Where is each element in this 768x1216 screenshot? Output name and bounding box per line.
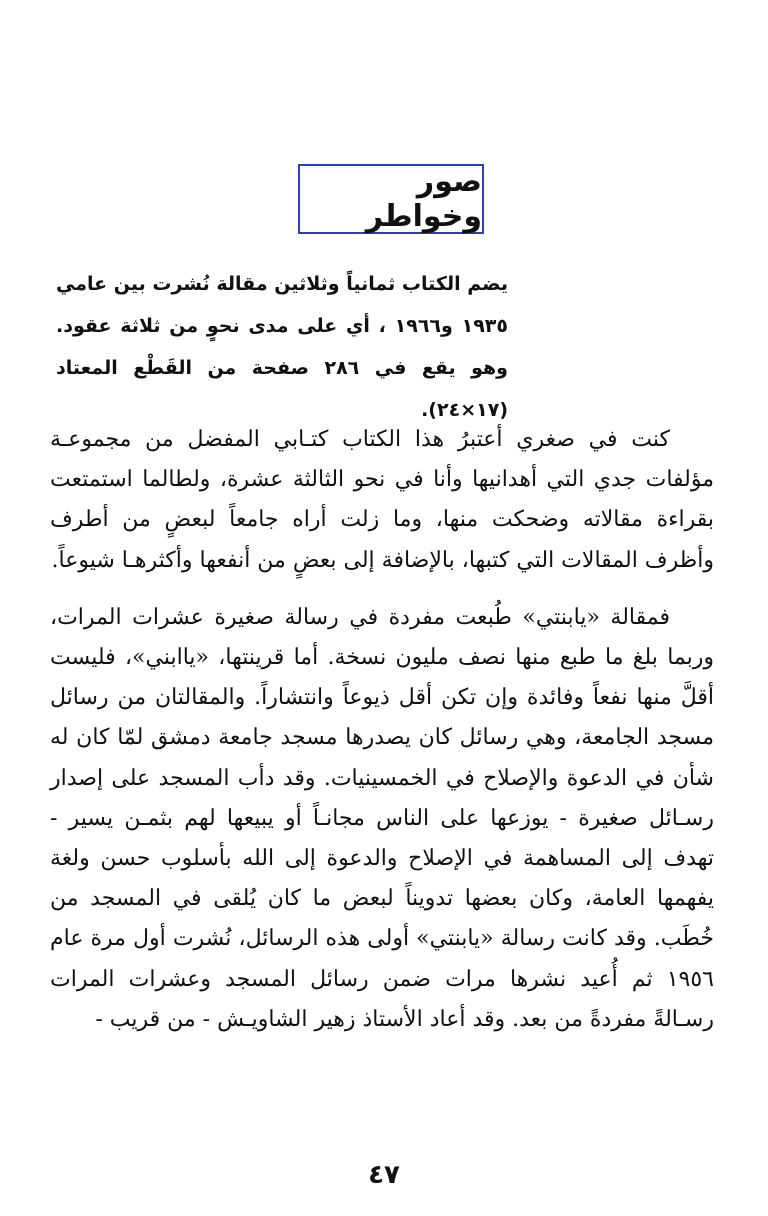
body-text <box>50 420 714 1040</box>
summary-text: يضم الكتاب ثمانياً وثلاثين مقالة نُشرت بين عامي ١٩٣٥ و١٩٦٦ ، أي على مدى نحوٍ من ثلاثة عقود. وهو يقع في ٢٨٦ صفحة من القَطْع المعتاد (١٧×٢٤). <box>56 273 508 421</box>
body-paragraph-1: كنت في صغري أعتبرُ هذا الكتاب كتـابي المفضل من مجموعـة مؤلفات جدي التي أهدانيها وأنا في نحو الثالثة عشرة، ولطالما استمتعت بقراءة مقالاته وضحكت منها، وما زلت أراه جامعاً لبعضٍ من أطرف وأظرف المقالات التي كتبها، بالإضافة إلى بعضٍ من أنفعها وأكثرهـا شيوعاً. <box>50 427 714 573</box>
body-paragraph-2: فمقالة «يابنتي» طُبعت مفردة في رسالة صغيرة عشرات المرات، وربما بلغ ما طبع منها نصف مليون نسخة. أما قرينتها، «ياابني»، فليست أقلَّ منها نفعاً وفائدة وإن تكن أقل ذيوعاً وانتشاراً. والمقالتان من رسائل مسجد الجامعة، وهي رسائل كان يصدرها مسجد جامعة دمشق لمّا كان له شأن في الدعوة والإصلاح في الخمسينيات. وقد دأب المسجد على إصدار رسـائل صغيرة - يوزعها على الناس مجانـاً أو يبيعها لهم بثمـن يسير - تهدف إلى المساهمة في الإصلاح والدعوة إلى الله بأسلوب حسن ولغة يفهمها العامة، وكان بعضها تدويناً لبعض ما كان يُلقى في المسجد من خُطَب. وقد كانت رسالة «يابنتي» أولى هذه الرسائل، نُشرت أول مرة عام ١٩٥٦ ثم أُعيد نشرها مرات ضمن رسائل المسجد وعشرات المرات رسـالةً مفردةً من بعد. وقد أعاد الأستاذ زهير الشاويـش - من قريب - <box>50 604 714 1032</box>
title-box <box>298 164 484 234</box>
page-number: ٤٧ <box>368 1160 400 1190</box>
summary-block <box>56 263 508 431</box>
page-title: صور وخواطر <box>365 164 482 234</box>
